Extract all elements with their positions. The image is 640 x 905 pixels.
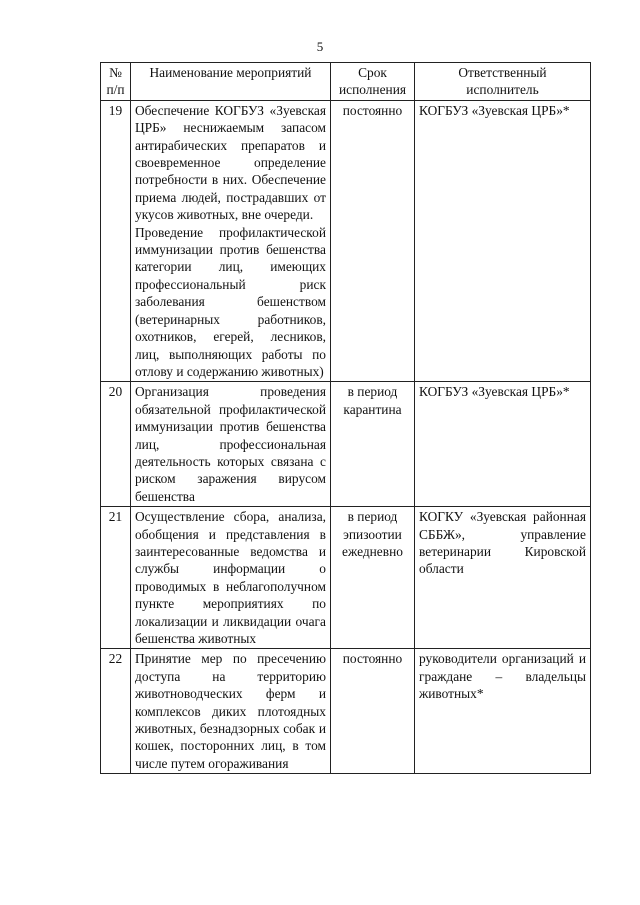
measure-paragraph: Принятие мер по пресечению доступа на территорию животноводческих ферм и комплексов диких плотоядных животных, безнадзорных собак и кошек, посторонних лиц, в том числе путем огораживания [135, 651, 326, 771]
table-row [101, 100, 591, 382]
header-number: № п/п [101, 63, 131, 101]
table-header-row [101, 63, 591, 101]
responsible-party: руководители организаций и граждане – владельцы животных* [415, 649, 591, 774]
header-responsible: Ответственный исполнитель [415, 63, 591, 101]
header-deadline: Срок исполнения [331, 63, 415, 101]
deadline: постоянно [331, 649, 415, 774]
row-number: 21 [101, 507, 131, 649]
responsible-party: КОГБУЗ «Зуевская ЦРБ»* [415, 382, 591, 507]
responsible-party: КОГКУ «Зуевская районная СББЖ», управление ветеринарии Кировской области [415, 507, 591, 649]
header-measure-name: Наименование мероприятий [131, 63, 331, 101]
responsible-party: КОГБУЗ «Зуевская ЦРБ»* [415, 100, 591, 382]
row-number: 19 [101, 100, 131, 382]
page-number: 5 [316, 39, 324, 54]
measure-name [131, 100, 331, 382]
measure-name [131, 649, 331, 774]
deadline: в период карантина [331, 382, 415, 507]
measure-paragraph: Организация проведения обязательной профилактической иммунизации против бешенства лиц, профессиональная деятельность которых связана с риском заражения вирусом бешенства [135, 384, 326, 504]
deadline: постоянно [331, 100, 415, 382]
row-number: 22 [101, 649, 131, 774]
deadline: в период эпизоотии ежедневно [331, 507, 415, 649]
row-number: 20 [101, 382, 131, 507]
measure-name [131, 507, 331, 649]
table-row [101, 507, 591, 649]
measures-table [100, 62, 591, 774]
table-row [101, 649, 591, 774]
table-row [101, 382, 591, 507]
measure-name [131, 382, 331, 507]
measure-paragraph: Обеспечение КОГБУЗ «Зуевская ЦРБ» неснижаемым запасом антирабических препаратов и своевременное определение потребности в них. Обеспечение приема людей, пострадавших от укусов животных, вне очереди. [135, 102, 326, 223]
measure-paragraph: Осуществление сбора, анализа, обобщения и представления в заинтересованные ведомства и службы информации о проводимых в неблагополучном пункте мероприятиях по локализации и ликвидации очага бешенства животных [135, 509, 326, 646]
measure-paragraph: Проведение профилактической иммунизации против бешенства категории лиц, имеющих профессиональный риск заболевания бешенством (ветеринарных работников, охотников, егерей, лесников, лиц, выполняющих работы по отлову и содержанию животных) [135, 224, 326, 379]
